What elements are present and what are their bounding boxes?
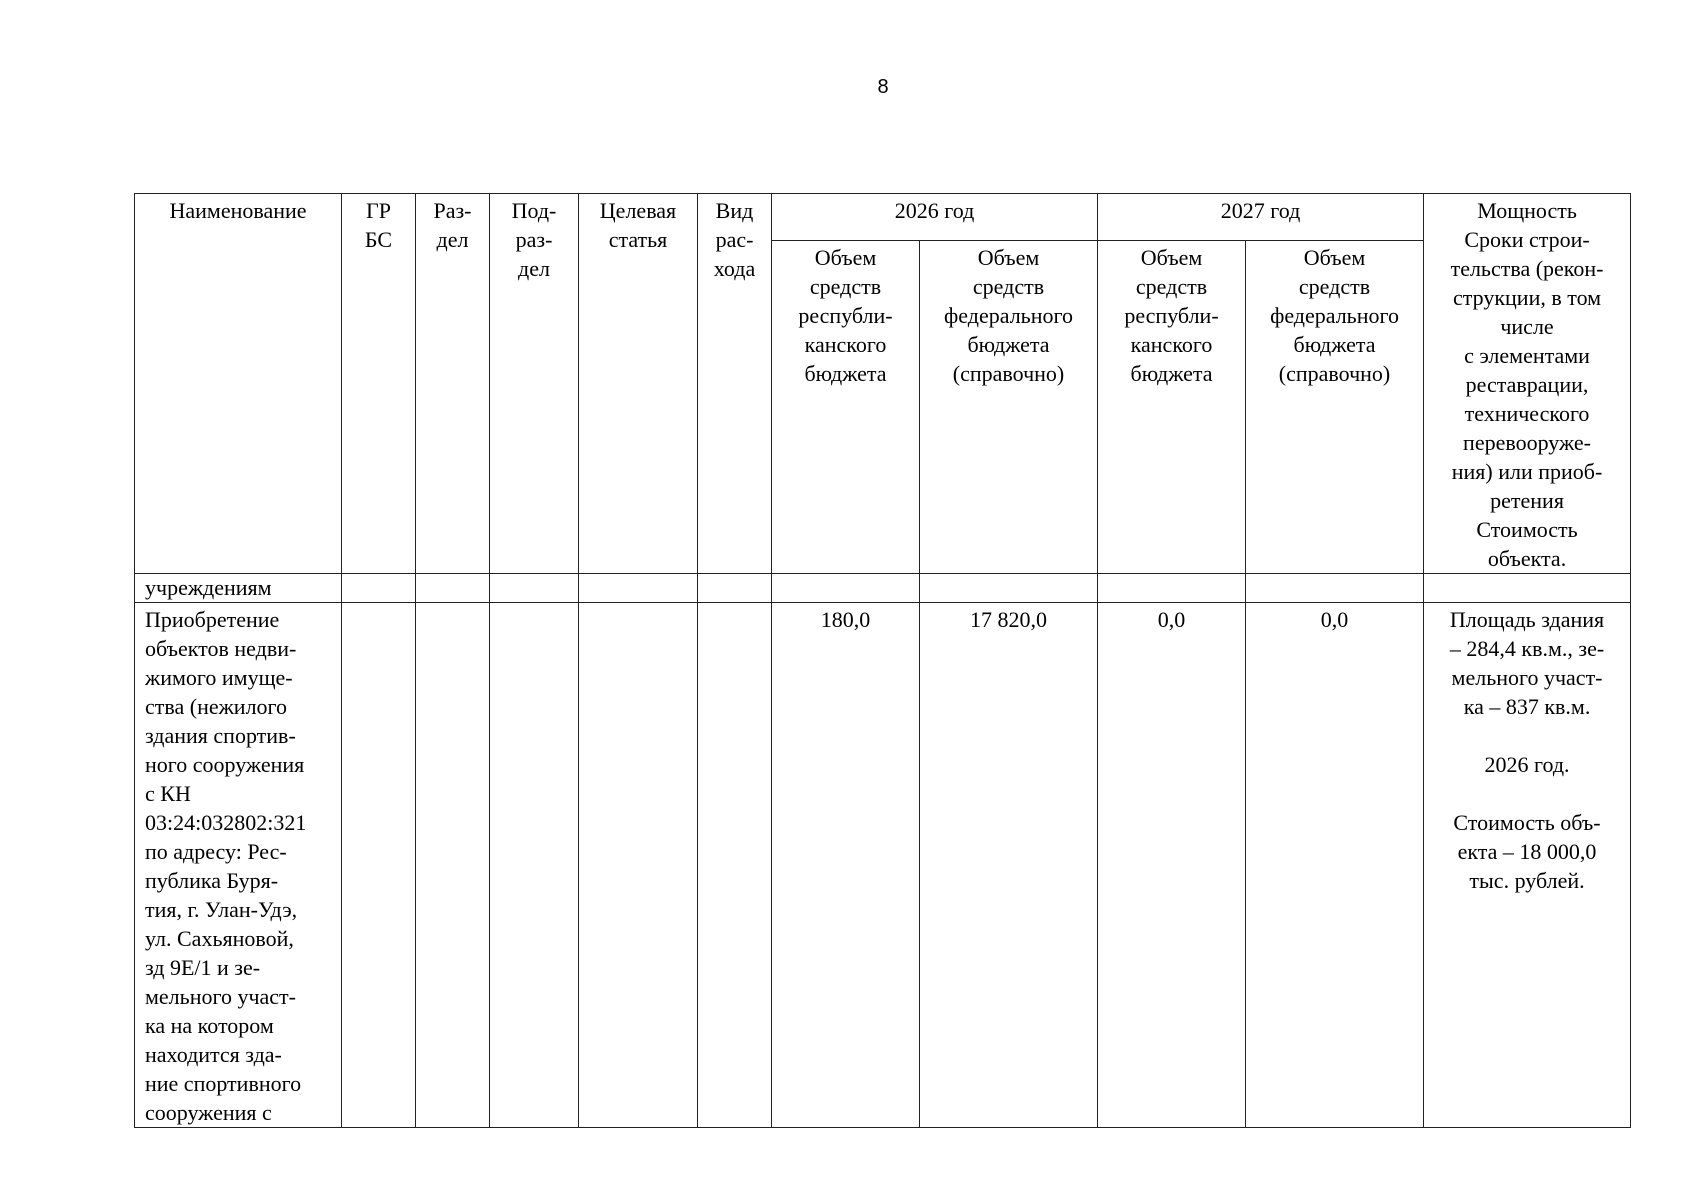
row-2026-fed-budget: 17 820,0 xyxy=(920,603,1098,1128)
col-header-razdel: Раз- дел xyxy=(416,194,490,574)
col-header-year-2027: 2027 год xyxy=(1098,194,1424,241)
table-row xyxy=(135,603,1631,1128)
cell-empty xyxy=(1098,574,1246,603)
cell-empty xyxy=(920,574,1098,603)
cell-empty xyxy=(490,574,579,603)
budget-table xyxy=(134,193,1631,1128)
col-header-2027-fed-budget: Объем средств федерального бюджета (справочно) xyxy=(1246,240,1424,573)
col-header-tselevaya-statya: Целевая статья xyxy=(579,194,698,574)
row-2026-rep-budget: 180,0 xyxy=(772,603,920,1128)
row-capacity: Площадь здания – 284,4 кв.м., зе- мельного участ- ка – 837 кв.м. 2026 год. Стоимость объ- екта – 18 000,0 тыс. рублей. xyxy=(1424,603,1631,1128)
cell-empty xyxy=(1424,574,1631,603)
continuation-name: учреждениям xyxy=(135,574,342,603)
row-grbs xyxy=(342,603,416,1128)
col-header-grbs: ГР БС xyxy=(342,194,416,574)
col-header-2026-fed-budget: Объем средств федерального бюджета (справочно) xyxy=(920,240,1098,573)
cell-empty xyxy=(342,574,416,603)
col-header-vid-raskhoda: Вид рас- хода xyxy=(698,194,772,574)
col-header-capacity: Мощность Сроки строи- тельства (рекон- струкции, в том числе с элементами реставрации, технического перевооруже- ния) или приоб- ретения Стоимость объекта. xyxy=(1424,194,1631,574)
row-2027-rep-budget: 0,0 xyxy=(1098,603,1246,1128)
cell-empty xyxy=(416,574,490,603)
cell-empty xyxy=(579,574,698,603)
page-number: 8 xyxy=(877,76,889,98)
col-header-year-2026: 2026 год xyxy=(772,194,1098,241)
cell-empty xyxy=(698,574,772,603)
row-tselevaya-statya xyxy=(579,603,698,1128)
col-header-podrazdel: Под- раз- дел xyxy=(490,194,579,574)
continuation-row xyxy=(135,574,1631,603)
col-header-2026-rep-budget: Объем средств республи- канского бюджета xyxy=(772,240,920,573)
col-header-2027-rep-budget: Объем средств республи- канского бюджета xyxy=(1098,240,1246,573)
cell-empty xyxy=(772,574,920,603)
header-row-1 xyxy=(135,194,1631,241)
row-vid-raskhoda xyxy=(698,603,772,1128)
cell-empty xyxy=(1246,574,1424,603)
row-podrazdel xyxy=(490,603,579,1128)
row-2027-fed-budget: 0,0 xyxy=(1246,603,1424,1128)
row-name: Приобретение объектов недви- жимого имуще- ства (нежилого здания спортив- ного сооружения с КН 03:24:032802:321 по адресу: Рес- публика Буря- тия, г. Улан-Удэ, ул. Сахьяновой, зд 9Е/1 и зе- мельного участ- ка на котором находится зда- ние спортивного сооружения с xyxy=(135,603,342,1128)
col-header-name: Наименование xyxy=(135,194,342,574)
row-razdel xyxy=(416,603,490,1128)
